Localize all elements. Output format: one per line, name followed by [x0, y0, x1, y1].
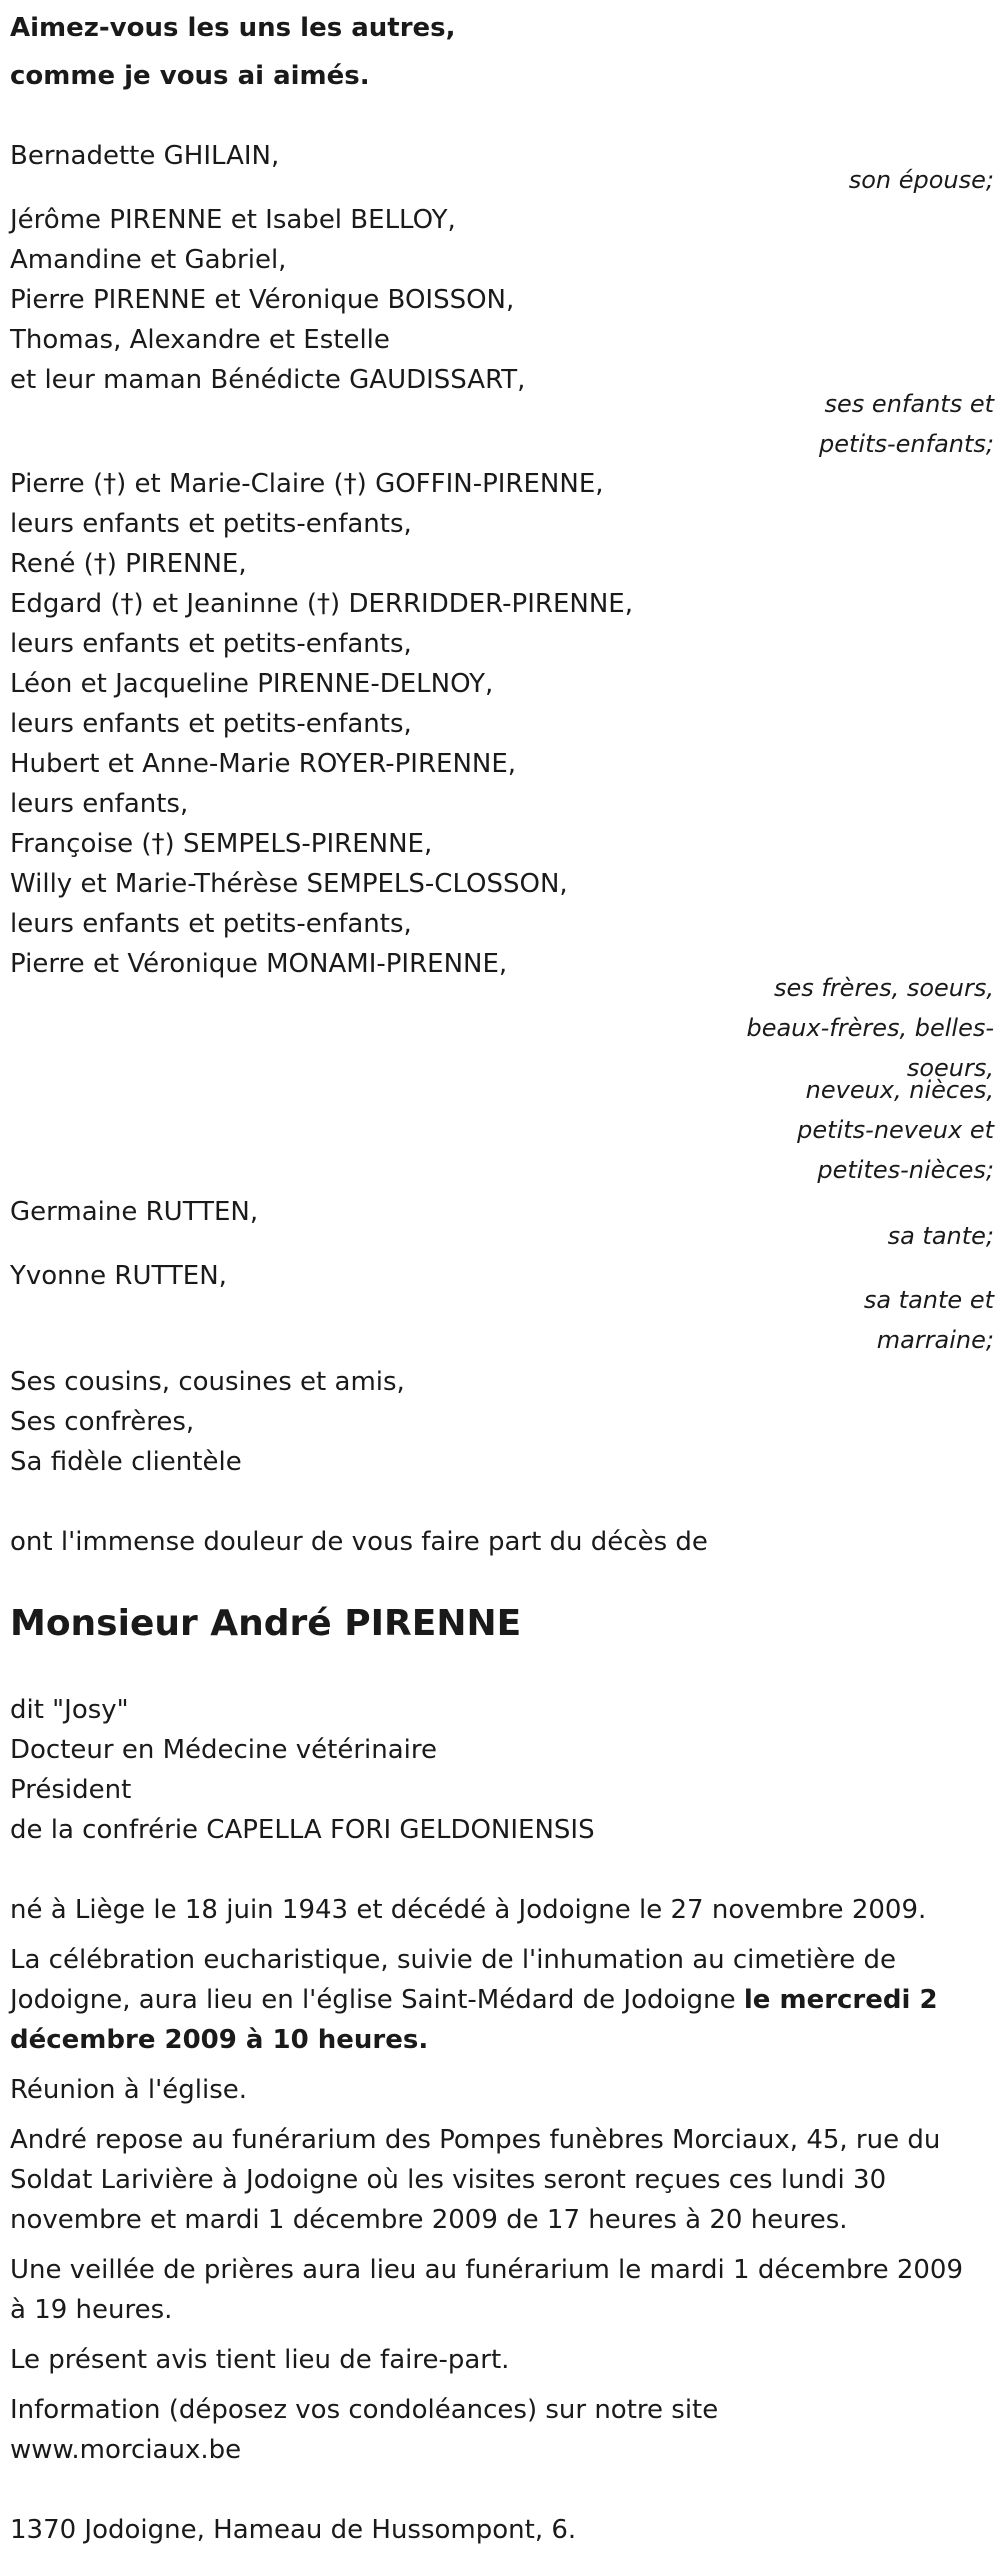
- reunion-text: Réunion à l'église.: [10, 2075, 248, 2105]
- aunt-1-name: Germaine RUTTEN,: [10, 1197, 259, 1227]
- sibling-line-2: leurs enfants et petits-enfants,: [10, 509, 412, 539]
- funeral-home-paragraph: André repose au funérarium des Pompes funèbres Morciaux, 45, rue du Soldat Larivière à Jodoigne où les visites seront reçues ces lundi 30 novembre et mardi 1 décembre 2009 de 17 heures à 20 heures.: [10, 2125, 941, 2235]
- children-role-1: ses enfants et: [824, 390, 994, 418]
- child-line-2: Amandine et Gabriel,: [10, 245, 287, 275]
- siblings-role-2: beaux-frères, belles-: [746, 1014, 994, 1042]
- sibling-line-11: Willy et Marie-Thérèse SEMPELS-CLOSSON,: [10, 869, 568, 899]
- deceased-confrerie: de la confrérie CAPELLA FORI GELDONIENSIS: [10, 1815, 595, 1845]
- child-line-5: et leur maman Bénédicte GAUDISSART,: [10, 365, 526, 395]
- siblings-role-6: petites-nièces;: [817, 1156, 994, 1184]
- epigraph-line-1: Aimez-vous les uns les autres,: [10, 13, 456, 43]
- website-link[interactable]: www.morciaux.be: [10, 2435, 242, 2465]
- sibling-line-7: leurs enfants et petits-enfants,: [10, 709, 412, 739]
- child-line-1: Jérôme PIRENNE et Isabel BELLOY,: [10, 205, 456, 235]
- sibling-line-12: leurs enfants et petits-enfants,: [10, 909, 412, 939]
- aunt-2-role-2: marraine;: [876, 1326, 994, 1354]
- others-line-1: Ses cousins, cousines et amis,: [10, 1367, 405, 1397]
- sibling-line-1: Pierre (†) et Marie-Claire (†) GOFFIN-PIRENNE,: [10, 469, 604, 499]
- ceremony-date: le mercredi 2 décembre 2009 à 10 heures.: [10, 1985, 938, 2055]
- siblings-role-5: petits-neveux et: [797, 1116, 994, 1144]
- sibling-line-8: Hubert et Anne-Marie ROYER-PIRENNE,: [10, 749, 517, 779]
- aunt-2-name: Yvonne RUTTEN,: [10, 1261, 227, 1291]
- sibling-line-6: Léon et Jacqueline PIRENNE-DELNOY,: [10, 669, 494, 699]
- aunt-1-role: sa tante;: [887, 1222, 994, 1250]
- ceremony-paragraph: [10, 1940, 985, 2060]
- vigil-paragraph: Une veillée de prières aura lieu au funérarium le mardi 1 décembre 2009 à 19 heures.: [10, 2255, 963, 2325]
- sibling-line-5: leurs enfants et petits-enfants,: [10, 629, 412, 659]
- siblings-role-4: neveux, nièces,: [805, 1076, 994, 1104]
- spouse-role: son épouse;: [848, 166, 994, 194]
- notice-text: Le présent avis tient lieu de faire-part.: [10, 2345, 510, 2375]
- address-text: 1370 Jodoigne, Hameau de Hussompont, 6.: [10, 2515, 577, 2545]
- birth-death-text: né à Liège le 18 juin 1943 et décédé à Jodoigne le 27 novembre 2009.: [10, 1895, 927, 1925]
- sibling-line-9: leurs enfants,: [10, 789, 189, 819]
- epigraph-line-2: comme je vous ai aimés.: [10, 61, 370, 91]
- info-line-1: Information (déposez vos condoléances) sur notre site: [10, 2395, 719, 2425]
- children-role-2: petits-enfants;: [819, 430, 994, 458]
- sibling-line-13: Pierre et Véronique MONAMI-PIRENNE,: [10, 949, 508, 979]
- siblings-role-3: soeurs,: [906, 1054, 994, 1082]
- deceased-title: Président: [10, 1775, 132, 1805]
- sibling-line-3: René (†) PIRENNE,: [10, 549, 247, 579]
- deceased-profession: Docteur en Médecine vétérinaire: [10, 1735, 438, 1765]
- sibling-line-10: Françoise (†) SEMPELS-PIRENNE,: [10, 829, 433, 859]
- others-line-2: Ses confrères,: [10, 1407, 195, 1437]
- others-line-3: Sa fidèle clientèle: [10, 1447, 242, 1477]
- child-line-3: Pierre PIRENNE et Véronique BOISSON,: [10, 285, 515, 315]
- aunt-2-role-1: sa tante et: [863, 1286, 994, 1314]
- deceased-nickname: dit "Josy": [10, 1695, 129, 1725]
- siblings-role-1: ses frères, soeurs,: [773, 974, 994, 1002]
- deceased-name: Monsieur André PIRENNE: [10, 1603, 522, 1644]
- ceremony-text: La célébration eucharistique, suivie de l'inhumation au cimetière de Jodoigne, aura lieu en l'église Saint-Médard de Jodoigne: [10, 1945, 897, 2015]
- child-line-4: Thomas, Alexandre et Estelle: [10, 325, 390, 355]
- announcement-text: ont l'immense douleur de vous faire part du décès de: [10, 1527, 708, 1557]
- sibling-line-4: Edgard (†) et Jeaninne (†) DERRIDDER-PIRENNE,: [10, 589, 633, 619]
- spouse-name: Bernadette GHILAIN,: [10, 141, 280, 171]
